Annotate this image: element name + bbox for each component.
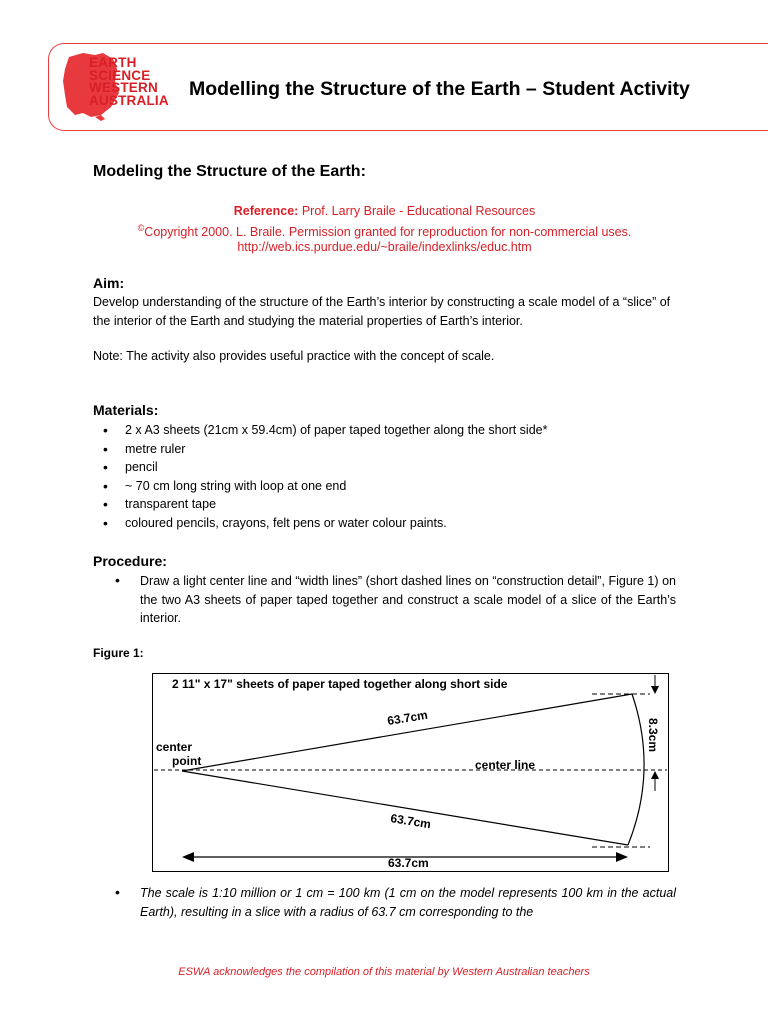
earth-slice-diagram xyxy=(152,673,669,872)
reference-url[interactable]: http://web.ics.purdue.edu/~braile/indexlinks/educ.htm xyxy=(237,240,532,254)
figure-label: Figure 1: xyxy=(93,646,144,660)
materials-list xyxy=(93,421,547,533)
page-title: Modeling the Structure of the Earth: xyxy=(93,163,366,180)
logo-line-western: WESTERN xyxy=(89,80,158,95)
upper-radius-label: 63.7cm xyxy=(386,707,429,728)
logo-text xyxy=(89,57,169,107)
figure-1 xyxy=(152,673,669,872)
center-point-label-1: center xyxy=(156,740,193,754)
copyright-symbol: © xyxy=(137,223,145,233)
reference-text: Prof. Larry Braile - Educational Resources xyxy=(298,204,536,218)
aim-heading: Aim: xyxy=(93,275,125,291)
list-item: • pencil xyxy=(93,458,547,477)
procedure-step-1: Draw a light center line and “width lines” (short dashed lines on “construction detail”, Figure 1) on the two A3 sheets of paper taped together and construct a scale model of a slice of the Earth’s interior. xyxy=(140,574,676,625)
logo-line-australia: AUSTRALIA xyxy=(89,92,169,108)
arrow-right-icon xyxy=(616,852,628,862)
procedure-heading: Procedure: xyxy=(93,553,167,569)
reference-line xyxy=(93,202,676,220)
bottom-dimension-label: 63.7cm xyxy=(388,856,429,870)
width-label: 8.3cm xyxy=(646,718,660,753)
logo-line-earth: EARTH xyxy=(89,55,137,70)
copyright-text: Copyright 2000. L. Braile. Permission granted for reproduction for non-commercial uses. xyxy=(144,225,632,240)
list-item: • coloured pencils, crayons, felt pens or water colour paints. xyxy=(93,514,547,533)
list-item: • ~ 70 cm long string with loop at one end xyxy=(93,477,547,496)
arrow-up-icon xyxy=(651,771,659,779)
materials-heading: Materials: xyxy=(93,402,159,418)
eswa-logo xyxy=(61,51,186,121)
upper-radius-line xyxy=(182,694,632,771)
arrow-left-icon xyxy=(182,852,194,862)
header-band xyxy=(48,43,768,131)
list-item: • metre ruler xyxy=(93,440,547,459)
bullet-glyph: • xyxy=(115,884,120,900)
figure-caption: 2 11" x 17" sheets of paper taped together along short side xyxy=(172,677,508,691)
footer-acknowledgement: ESWA acknowledges the compilation of this material by Western Australian teachers xyxy=(178,966,590,978)
aim-text: Develop understanding of the structure of the Earth’s interior by constructing a scale model of a “slice” of the interior of the Earth and studying the material properties of Earth’s interior. xyxy=(93,295,671,328)
lower-radius-label: 63.7cm xyxy=(389,811,432,832)
arrow-down-icon xyxy=(651,686,659,694)
center-point-label-2: point xyxy=(172,754,202,768)
reference-label: Reference: xyxy=(233,204,299,218)
lower-radius-line xyxy=(182,771,628,845)
logo-line-science: SCIENCE xyxy=(89,67,151,83)
figure-frame xyxy=(153,674,669,872)
bullet-glyph: • xyxy=(115,572,120,588)
list-item: • transparent tape xyxy=(93,495,547,514)
list-item: • 2 x A3 sheets (21cm x 59.4cm) of paper taped together along the short side* xyxy=(93,421,547,440)
header-title: Modelling the Structure of the Earth – Student Activity xyxy=(189,78,690,100)
procedure-step-2: The scale is 1:10 million or 1 cm = 100 km (1 cm on the model represents 100 km in the actual Earth), resulting in a slice with a radius of 63.7 cm corresponding to the xyxy=(140,886,676,919)
aim-note: Note: The activity also provides useful practice with the concept of scale. xyxy=(93,349,495,363)
center-line-label: center line xyxy=(475,758,536,772)
